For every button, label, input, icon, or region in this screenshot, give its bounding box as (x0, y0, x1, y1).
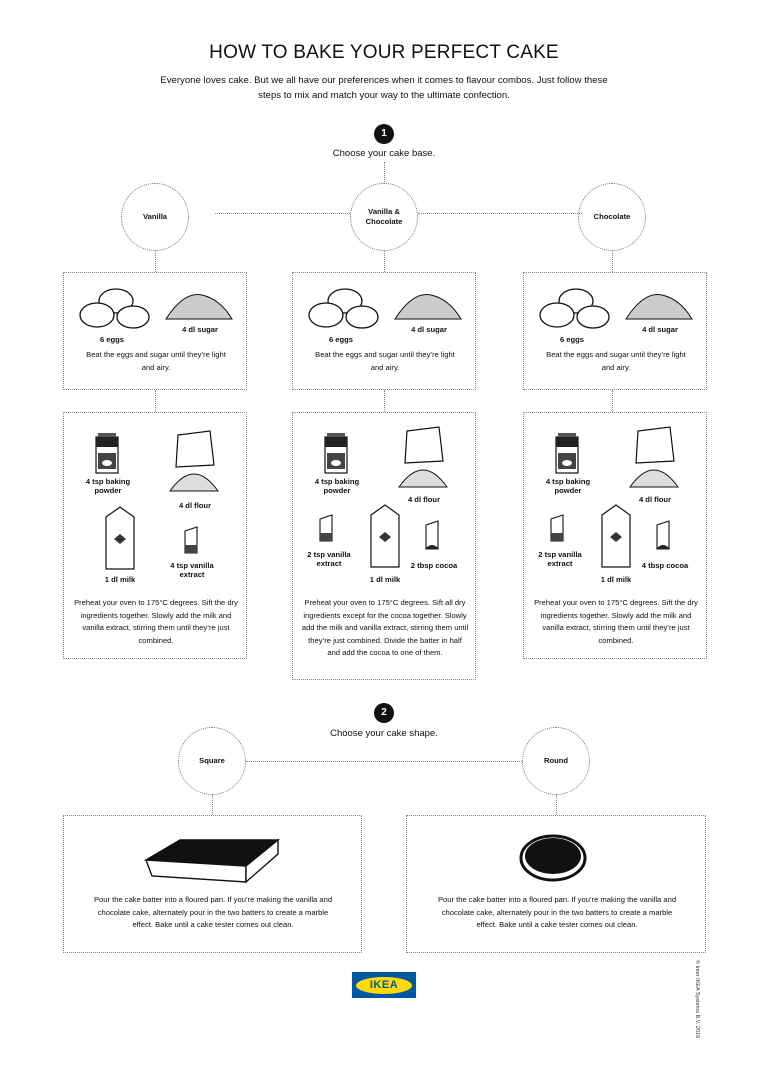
flour-bag-icon (397, 423, 449, 489)
page-title: HOW TO BAKE YOUR PERFECT CAKE (209, 42, 559, 63)
shape-option-label: Round (543, 756, 569, 765)
flour-label: 4 dl flour (407, 495, 441, 504)
ingredients-box-vanilla-chocolate (292, 412, 476, 680)
base-option-vanilla[interactable] (121, 183, 189, 251)
sugar-pile-icon (624, 289, 694, 323)
shape-option-label: Square (199, 756, 225, 765)
flour-label: 4 dl flour (638, 495, 672, 504)
ingredients-box-vanilla (63, 412, 247, 659)
step-2-number: 2 (374, 703, 394, 723)
ingredients-box-chocolate (523, 412, 707, 659)
round-pan-box (406, 815, 706, 953)
baking-powder-icon (94, 433, 120, 475)
vanilla-extract-label: 2 tsp vanilla extract (538, 550, 582, 568)
vanilla-extract-label: 4 tsp vanilla extract (170, 561, 214, 579)
connector-line (612, 251, 613, 272)
base-option-chocolate[interactable] (578, 183, 646, 251)
eggs-icon (307, 287, 383, 333)
instructions-text: Beat the eggs and sugar until they’re light and airy. (546, 350, 686, 372)
flour-label: 4 dl flour (178, 501, 212, 510)
instructions-text: Beat the eggs and sugar until they’re light and airy. (86, 350, 226, 372)
eggs-label: 6 eggs (99, 335, 125, 344)
baking-powder-label: 4 tsp baking powder (545, 477, 591, 495)
base-option-label: Vanilla (142, 212, 168, 221)
base-option-vanilla-chocolate[interactable] (350, 183, 418, 251)
cocoa-label: 4 tbsp cocoa (641, 561, 689, 570)
intro-text: Everyone loves cake. But we all have our preferences when it comes to flavour combos. Just follow these steps to mix and match your way to the ultimate confection. (160, 75, 608, 101)
vanilla-bottle-icon (182, 523, 200, 555)
square-pan-box (63, 815, 362, 953)
eggs-icon (78, 287, 154, 333)
baking-powder-label: 4 tsp baking powder (85, 477, 131, 495)
flour-bag-icon (168, 427, 220, 493)
instructions-text: Preheat your oven to 175°C degrees. Sift all dry ingredients except for the cocoa together. Slowly add the milk and vanilla extract, stirring them until they’re just combined. Divide the batter in half and add the cocoa to one of them. (301, 598, 469, 657)
cocoa-tin-icon (423, 517, 441, 551)
instructions-text: Beat the eggs and sugar until they’re light and airy. (315, 350, 455, 372)
vanilla-bottle-icon (317, 511, 335, 543)
ikea-logo-wordmark: IKEA (356, 977, 412, 994)
vanilla-bottle-icon (548, 511, 566, 543)
vanilla-extract-label: 2 tsp vanilla extract (307, 550, 351, 568)
connector-line (384, 251, 385, 272)
step-2-label: Choose your cake shape. (330, 728, 438, 739)
sugar-label: 4 dl sugar (182, 325, 218, 334)
baking-powder-icon (554, 433, 580, 475)
milk-carton-icon (369, 503, 401, 569)
connector-line (384, 162, 385, 184)
instructions-text: Pour the cake batter into a floured pan. If you’re making the vanilla and chocolate cake, alternately pour in the two batters to create a marble effect. Bake until a cake tester comes out clean. (437, 895, 677, 929)
milk-label: 1 dl milk (104, 575, 136, 584)
sugar-label: 4 dl sugar (642, 325, 678, 334)
sugar-label: 4 dl sugar (411, 325, 447, 334)
instructions-text: Preheat your oven to 175°C degrees. Sift the dry ingredients together. Slowly add the milk and vanilla extract, stirring them until they’re just combined. (534, 598, 698, 645)
connector-line (155, 251, 156, 272)
instructions-text: Preheat your oven to 175°C degrees. Sift the dry ingredients together. Slowly add the milk and vanilla extract, stirring them until they’re just combined. (74, 598, 238, 645)
eggs-sugar-box (523, 272, 707, 390)
baking-powder-label: 4 tsp baking powder (314, 477, 360, 495)
base-option-label: Vanilla & Chocolate (365, 207, 403, 226)
milk-carton-icon (600, 503, 632, 569)
milk-carton-icon (104, 505, 136, 571)
connector-line (556, 795, 557, 815)
eggs-sugar-box (63, 272, 247, 390)
connector-line (418, 213, 582, 214)
instructions-text: Pour the cake batter into a floured pan. If you’re making the vanilla and chocolate cake, alternately pour in the two batters to create a marble effect. Bake until a cake tester comes out clean. (93, 895, 333, 929)
step-1-number: 1 (374, 124, 394, 144)
cocoa-label: 2 tbsp cocoa (410, 561, 458, 570)
copyright-text: © Inter IKEA Systems B.V. 2016 (694, 960, 700, 1039)
eggs-label: 6 eggs (328, 335, 354, 344)
baking-powder-icon (323, 433, 349, 475)
sugar-pile-icon (393, 289, 463, 323)
connector-line (246, 761, 522, 762)
ikea-logo (352, 972, 416, 998)
connector-line (384, 390, 385, 412)
connector-line (212, 795, 213, 815)
square-pan-icon (142, 836, 282, 888)
shape-option-square[interactable] (178, 727, 246, 795)
eggs-sugar-box (292, 272, 476, 390)
eggs-icon (538, 287, 614, 333)
flour-bag-icon (628, 423, 680, 489)
connector-line (155, 390, 156, 412)
round-pan-icon (519, 832, 587, 882)
connector-line (612, 390, 613, 412)
milk-label: 1 dl milk (369, 575, 401, 584)
shape-option-round[interactable] (522, 727, 590, 795)
step-1-label: Choose your cake base. (332, 148, 436, 159)
base-option-label: Chocolate (593, 212, 631, 221)
connector-line (215, 213, 350, 214)
cocoa-tin-icon (654, 517, 672, 551)
milk-label: 1 dl milk (600, 575, 632, 584)
sugar-pile-icon (164, 289, 234, 323)
eggs-label: 6 eggs (559, 335, 585, 344)
